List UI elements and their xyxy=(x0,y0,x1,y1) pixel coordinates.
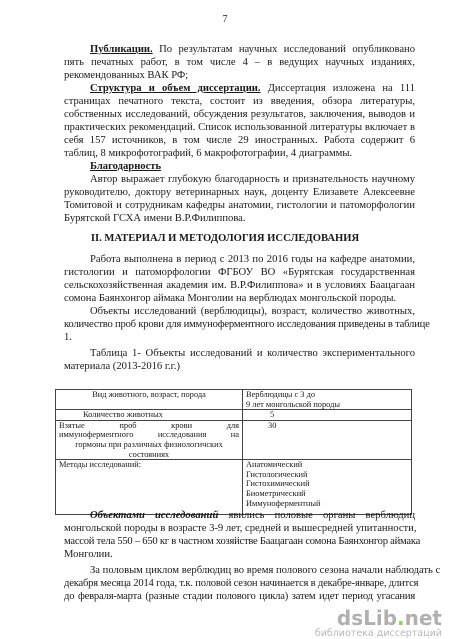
table-cell: Верблюдицы с 3 до 9 лет монгольской породы xyxy=(243,390,412,410)
table-row xyxy=(56,410,412,421)
publications-label: Публикации. xyxy=(90,44,153,55)
structure-label: Структура и объем диссертации. xyxy=(90,83,261,94)
section-p1-line-2: гистологии и патоморфологии ФГБОУ ВО «Бурятская государственная xyxy=(64,267,415,278)
watermark xyxy=(315,608,442,639)
page-number: 7 xyxy=(222,14,228,25)
gratitude-line-1: Автор выражает глубокую благодарность и признательность научному xyxy=(90,174,415,185)
objects-line-3: массой тела 550 – 650 кг в частном хозяйстве Баацагаан сомона Баянхонгор аймака xyxy=(64,536,421,547)
table-caption-line-1: Таблица 1- Объекты исследований и количество экспериментального xyxy=(90,348,415,359)
objects-line-4: Монголии. xyxy=(64,549,113,560)
objects-line-1: Объектами исследований явились половые органы верблюдиц xyxy=(90,510,415,521)
table-caption-line-2: материала (2013-2016 г.г.) xyxy=(64,361,180,372)
table-cell: Методы исследований: xyxy=(56,460,243,515)
section-heading: II. МАТЕРИАЛ И МЕТОДОЛОГИЯ ИССЛЕДОВАНИЯ xyxy=(90,233,360,244)
objects-line-2: монгольской породы в возрасте 3-9 лет, средней и вышесредней упитанности, xyxy=(64,523,417,534)
structure-line-2: страницах печатного текста, состоит из введения, обзора литературы, xyxy=(64,96,415,107)
gratitude-line-4: Бурятской ГСХА имени В.Р.Филиппова. xyxy=(64,213,246,224)
structure-line-3: собственных исследований, обсуждения результатов, заключения, выводов и xyxy=(64,109,415,120)
gratitude-line-3: Томитовой и сотрудникам кафедры анатомии, гистологии и патоморфологии xyxy=(64,200,415,211)
watermark-logo: dsLib.net xyxy=(336,606,442,630)
objects-table xyxy=(55,389,412,515)
publications-line-1: Публикации. По результатам научных исследований опубликовано xyxy=(90,44,415,55)
structure-line-1: Структура и объем диссертации. Диссертация изложена на 111 xyxy=(90,83,415,94)
table-cell: 5 xyxy=(243,410,412,421)
table-cell: Количество животных xyxy=(56,410,243,421)
section-p1-line-3: сельскохозяйственная академия им. В.Р.Филиппова» и в условиях Баацагаан xyxy=(64,280,415,291)
gratitude-heading: Благодарность xyxy=(90,161,162,172)
structure-line-4: практических рекомендаций. Список использованной литературы включает в xyxy=(64,122,415,133)
watermark-subtitle: библиотека диссертаций xyxy=(314,628,442,639)
section-p2-line-1: Объекты исследований (верблюдицы), возраст, количество животных, xyxy=(90,306,415,317)
table-cell: 30 xyxy=(243,420,412,459)
structure-line-5: себя 157 источников, в том числе 29 иностранных. Работа содержит 6 xyxy=(64,135,415,146)
structure-line-6: таблиц, 8 микрофотографий, 6 макрофотографии, 4 диаграммы. xyxy=(64,148,353,159)
table-row xyxy=(56,420,412,459)
section-p2-line-2: количество проб крови для иммуноферментного исследования приведены в таблице xyxy=(64,319,430,330)
table-cell: Вид животного, возраст, порода xyxy=(56,390,243,410)
table-cell: Анатомический Гистологический Гистохимический Биометрический Иммуноферментный xyxy=(243,460,412,515)
table-row xyxy=(56,460,412,515)
table-row xyxy=(56,390,412,410)
section-p1-line-1: Работа выполнена в период с 2013 по 2016 годы на кафедре анатомии, xyxy=(90,254,415,265)
final-line-2: декабря месяца 2014 года, т.к. половой сезон начинается в декабре-январе, длится xyxy=(64,578,419,589)
final-line-1: За половым циклом верблюдиц во время полового сезона начали наблюдать с xyxy=(90,565,441,576)
publications-line-2: пять печатных работ, в том числе 4 – в ведущих научных изданиях, xyxy=(64,57,415,68)
table-cell: Взятые проб крови для иммуноферментного исследования на гормоны при различных физиологичских состояниях xyxy=(56,420,243,459)
publications-line-3: рекомендованных ВАК РФ; xyxy=(64,70,189,81)
final-line-3: до февраля-марта (разные стадии полового цикла) затем идет период угасания xyxy=(64,591,415,602)
gratitude-line-2: руководителю, доктору ветеринарных наук, доценту Елизавете Алексеевне xyxy=(64,187,415,198)
section-p2-line-3: 1. xyxy=(64,332,72,343)
section-p1-line-4: сомона Баянхонгор аймака Монголии на верблюдах монгольской породы. xyxy=(64,293,397,304)
objects-label: Объектами исследований xyxy=(90,510,219,521)
